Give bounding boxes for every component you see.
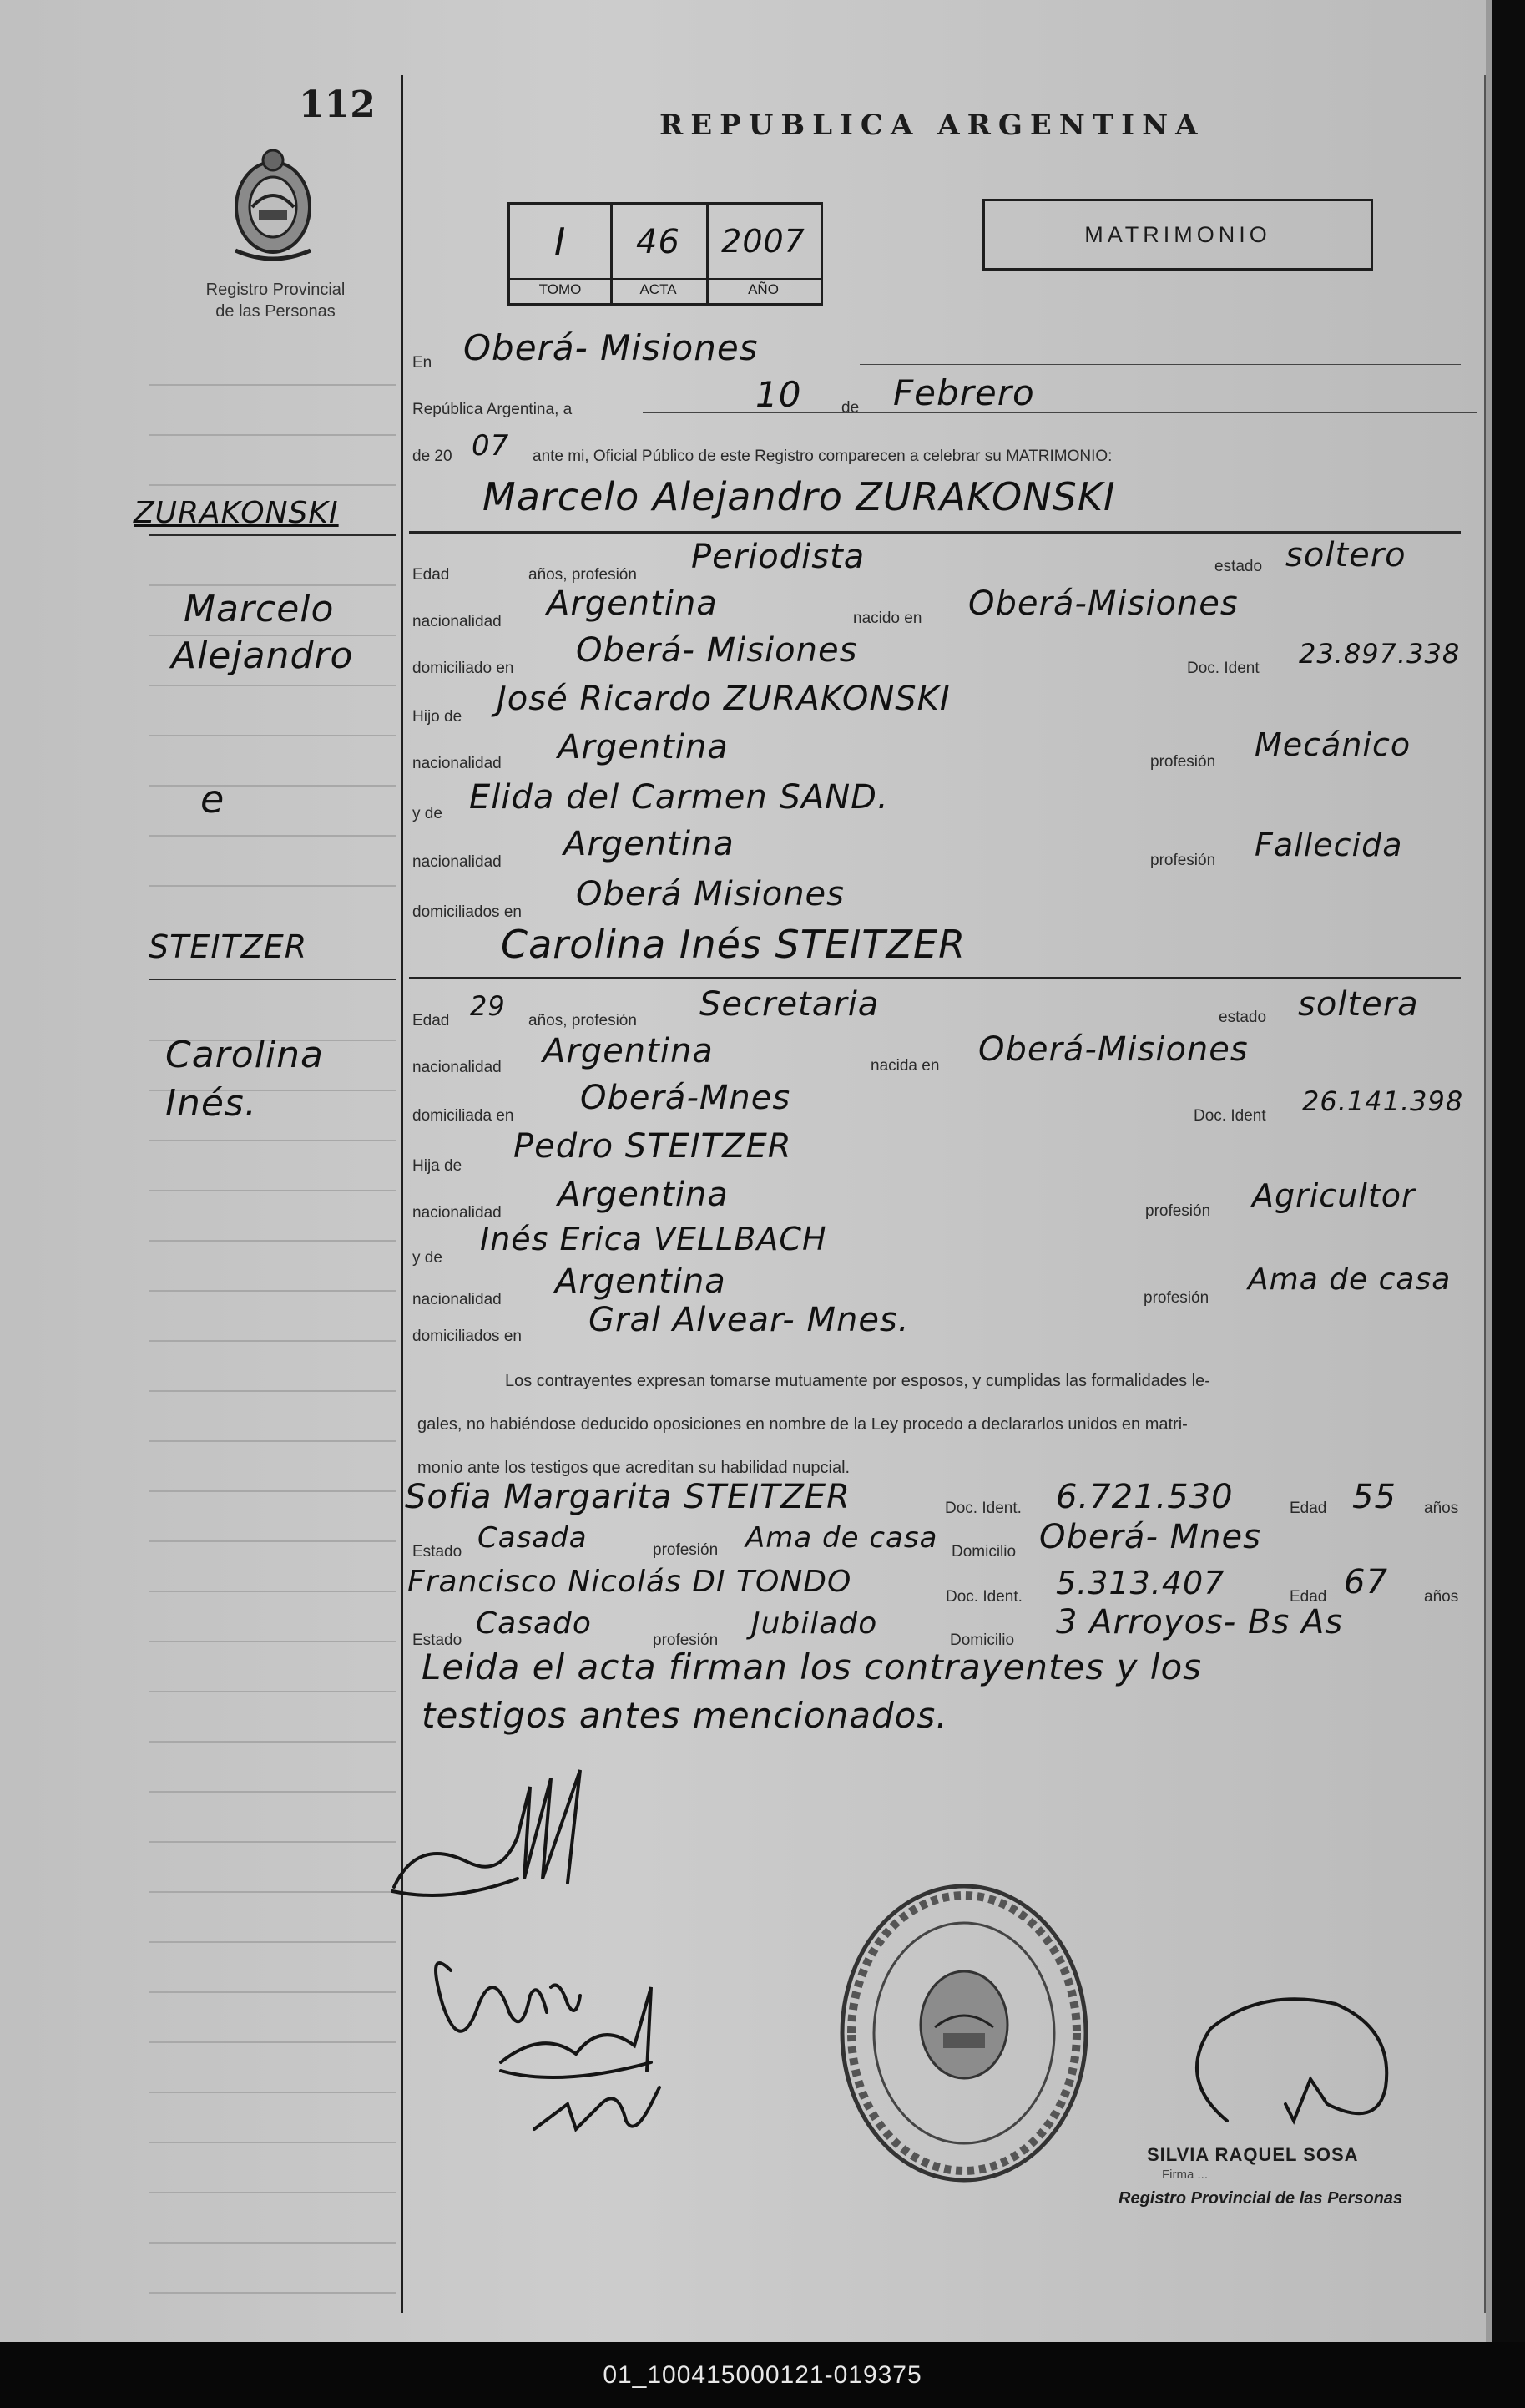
witness-2-anos-label: años xyxy=(1424,1588,1459,1606)
bride-mother-profesion: Ama de casa xyxy=(1248,1262,1452,1297)
witness-2-edad-label: Edad xyxy=(1290,1588,1327,1606)
bride-mother-prof-label: profesión xyxy=(1144,1289,1209,1307)
witness-2-profesion: Jubilado xyxy=(751,1606,878,1641)
bride-profesion-label: años, profesión xyxy=(528,1012,637,1029)
groom-mother-profesion: Fallecida xyxy=(1255,827,1403,863)
bride-signature xyxy=(436,1963,580,2031)
groom-father: José Ricardo ZURAKONSKI xyxy=(497,680,951,718)
witness-2-doc: 5.313.407 xyxy=(1056,1565,1225,1601)
tomo-label: TOMO xyxy=(538,281,582,297)
groom-nacionalidad: Argentina xyxy=(547,584,718,623)
groom-nacido-en: Oberá-Misiones xyxy=(968,584,1239,623)
witness-1-edad: 55 xyxy=(1352,1478,1396,1516)
groom-mother: Elida del Carmen SAND. xyxy=(469,778,889,817)
tomo-value: I xyxy=(553,220,567,265)
groom-nacionalidad-label: nacionalidad xyxy=(412,613,502,630)
bride-mother: Inés Erica VELLBACH xyxy=(480,1221,827,1257)
groom-domicilio-label: domiciliado en xyxy=(412,660,514,677)
bride-parents-dom-label: domiciliados en xyxy=(412,1328,522,1345)
witness-1-prof-label: profesión xyxy=(653,1541,719,1559)
witness-2-doc-label: Doc. Ident. xyxy=(946,1588,1023,1606)
official-seal-icon xyxy=(835,1879,1093,2188)
groom-father-prof-label: profesión xyxy=(1150,753,1216,771)
ano-value: 2007 xyxy=(721,223,805,260)
groom-parents-domicilio: Oberá Misiones xyxy=(576,875,846,913)
official-registry: Registro Provincial de las Personas xyxy=(1119,2189,1403,2208)
witness-2-prof-label: profesión xyxy=(653,1631,719,1649)
year-prefix: de 20 xyxy=(412,448,452,465)
bride-nacida-label: nacida en xyxy=(871,1057,940,1075)
country-title: REPUBLICA ARGENTINA xyxy=(659,109,1205,142)
bride-edad-label: Edad xyxy=(412,1012,450,1029)
margin-bride-name-1: Carolina xyxy=(165,1034,324,1076)
bride-estado: soltera xyxy=(1298,985,1419,1024)
groom-mother-prof-label: profesión xyxy=(1150,852,1216,869)
republica-label: República Argentina, a xyxy=(412,401,573,418)
groom-father-profesion: Mecánico xyxy=(1255,726,1411,763)
ano-label: AÑO xyxy=(748,281,779,297)
bride-nacida-en: Oberá-Misiones xyxy=(978,1030,1249,1069)
bride-yde-label: y de xyxy=(412,1249,442,1267)
groom-signature xyxy=(534,2087,659,2129)
bride-father: Pedro STEITZER xyxy=(513,1127,792,1166)
record-type-box: MATRIMONIO xyxy=(982,199,1373,271)
bride-mother-nac-label: nacionalidad xyxy=(412,1291,502,1308)
witness-2-name: Francisco Nicolás DI TONDO xyxy=(407,1565,852,1599)
margin-bride-surname: STEITZER xyxy=(149,928,308,965)
closing-line-1: Leida el acta firman los contrayentes y los xyxy=(422,1647,1203,1687)
groom-estado-label: estado xyxy=(1214,558,1263,575)
bride-profesion: Secretaria xyxy=(699,985,880,1024)
witness-1-edad-label: Edad xyxy=(1290,1500,1327,1517)
bride-nacionalidad: Argentina xyxy=(543,1032,714,1070)
officiant-signature xyxy=(392,1770,580,1895)
groom-father-nac-label: nacionalidad xyxy=(412,755,502,772)
groom-mother-nacionalidad: Argentina xyxy=(563,825,735,863)
witness-1-anos-label: años xyxy=(1424,1500,1459,1517)
witness-1-name: Sofia Margarita STEITZER xyxy=(405,1478,851,1516)
bride-doc-label: Doc. Ident xyxy=(1194,1107,1266,1125)
bride-father-nac-label: nacionalidad xyxy=(412,1204,502,1222)
legal-text-2: gales, no habiéndose deducido oposiciones en nombre de la Ley procedo a declararlos unidos en matri- xyxy=(417,1415,1188,1434)
groom-mother-nac-label: nacionalidad xyxy=(412,853,502,871)
margin-groom-name-1: Marcelo xyxy=(184,588,335,630)
official-line2: Firma ... xyxy=(1162,2168,1208,2182)
groom-yde-label: y de xyxy=(412,805,442,822)
bride-mother-nacionalidad: Argentina xyxy=(555,1262,726,1301)
intro-day: 10 xyxy=(755,374,802,415)
groom-profesion-label: años, profesión xyxy=(528,566,637,584)
groom-estado: soltero xyxy=(1285,536,1406,574)
bride-father-profesion: Agricultor xyxy=(1252,1177,1416,1214)
witness-1-domicilio: Oberá- Mnes xyxy=(1039,1518,1261,1556)
registry-name-line2: de las Personas xyxy=(215,302,336,321)
official-signature xyxy=(1160,1979,1427,2163)
record-id-box xyxy=(507,202,823,306)
witness-1-estado-label: Estado xyxy=(412,1543,462,1561)
closing-line-2: testigos antes mencionados. xyxy=(422,1695,948,1736)
groom-profesion: Periodista xyxy=(691,538,866,576)
groom-father-nacionalidad: Argentina xyxy=(558,728,729,766)
intro-place: Oberá- Misiones xyxy=(463,327,759,368)
witness-1-profesion: Ama de casa xyxy=(745,1521,938,1555)
de-label: de xyxy=(841,399,860,417)
bride-domicilio: Oberá-Mnes xyxy=(580,1079,791,1117)
witness-signature xyxy=(501,1987,651,2077)
year-suffix: 07 xyxy=(472,429,510,463)
groom-full-name: Marcelo Alejandro ZURAKONSKI xyxy=(482,474,1116,519)
signatures-group xyxy=(384,1737,735,2171)
witness-1-dom-label: Domicilio xyxy=(952,1543,1017,1561)
legal-text-3: monio ante los testigos que acreditan su habilidad nupcial. xyxy=(417,1459,851,1477)
margin-groom-name-2: Alejandro xyxy=(171,635,354,677)
coat-of-arms-icon xyxy=(219,142,327,267)
margin-bride-name-2: Inés. xyxy=(165,1082,257,1125)
groom-nacido-label: nacido en xyxy=(853,610,922,627)
right-edge-line xyxy=(1484,75,1486,2313)
margin-connector: e xyxy=(200,777,225,822)
bride-edad: 29 xyxy=(470,990,506,1022)
groom-parents-dom-label: domiciliados en xyxy=(412,903,522,921)
groom-domicilio: Oberá- Misiones xyxy=(576,631,858,670)
en-label: En xyxy=(412,354,432,372)
legal-text-1: Los contrayentes expresan tomarse mutuamente por esposos, y cumplidas las formalidades le- xyxy=(505,1372,1210,1390)
bride-full-name: Carolina Inés STEITZER xyxy=(501,922,967,967)
groom-doc-label: Doc. Ident xyxy=(1187,660,1260,677)
registry-name-line1: Registro Provincial xyxy=(205,281,346,299)
witness-2-estado-label: Estado xyxy=(412,1631,462,1649)
groom-doc: 23.897.338 xyxy=(1299,638,1461,670)
intro-declaration: ante mi, Oficial Público de este Registro comparecen a celebrar su MATRIMONIO: xyxy=(533,448,1113,465)
witness-2-domicilio: 3 Arroyos- Bs As xyxy=(1056,1603,1344,1642)
bride-hija-label: Hija de xyxy=(412,1157,462,1175)
groom-edad-label: Edad xyxy=(412,566,450,584)
official-name: SILVIA RAQUEL SOSA xyxy=(1147,2144,1359,2165)
bride-parents-domicilio: Gral Alvear- Mnes. xyxy=(588,1301,910,1339)
bride-estado-label: estado xyxy=(1219,1009,1267,1026)
witness-2-dom-label: Domicilio xyxy=(950,1631,1015,1649)
witness-2-edad: 67 xyxy=(1344,1563,1388,1601)
acta-value: 46 xyxy=(636,223,680,261)
bride-doc: 26.141.398 xyxy=(1302,1085,1464,1117)
acta-label: ACTA xyxy=(639,281,677,297)
bride-nacionalidad-label: nacionalidad xyxy=(412,1059,502,1076)
bride-father-nacionalidad: Argentina xyxy=(558,1176,729,1214)
witness-2-estado: Casado xyxy=(476,1606,592,1641)
footer-code: 01_100415000121-019375 xyxy=(0,2342,1525,2408)
witness-1-doc: 6.721.530 xyxy=(1056,1478,1234,1516)
witness-1-doc-label: Doc. Ident. xyxy=(945,1500,1022,1517)
page-number: 112 xyxy=(299,83,376,126)
groom-hijo-label: Hijo de xyxy=(412,708,462,726)
bride-domicilio-label: domiciliada en xyxy=(412,1107,514,1125)
margin-groom-surname: ZURAKONSKI xyxy=(134,496,339,530)
witness-1-estado: Casada xyxy=(477,1521,588,1555)
bride-father-prof-label: profesión xyxy=(1145,1202,1211,1220)
intro-month: Febrero xyxy=(893,372,1035,413)
